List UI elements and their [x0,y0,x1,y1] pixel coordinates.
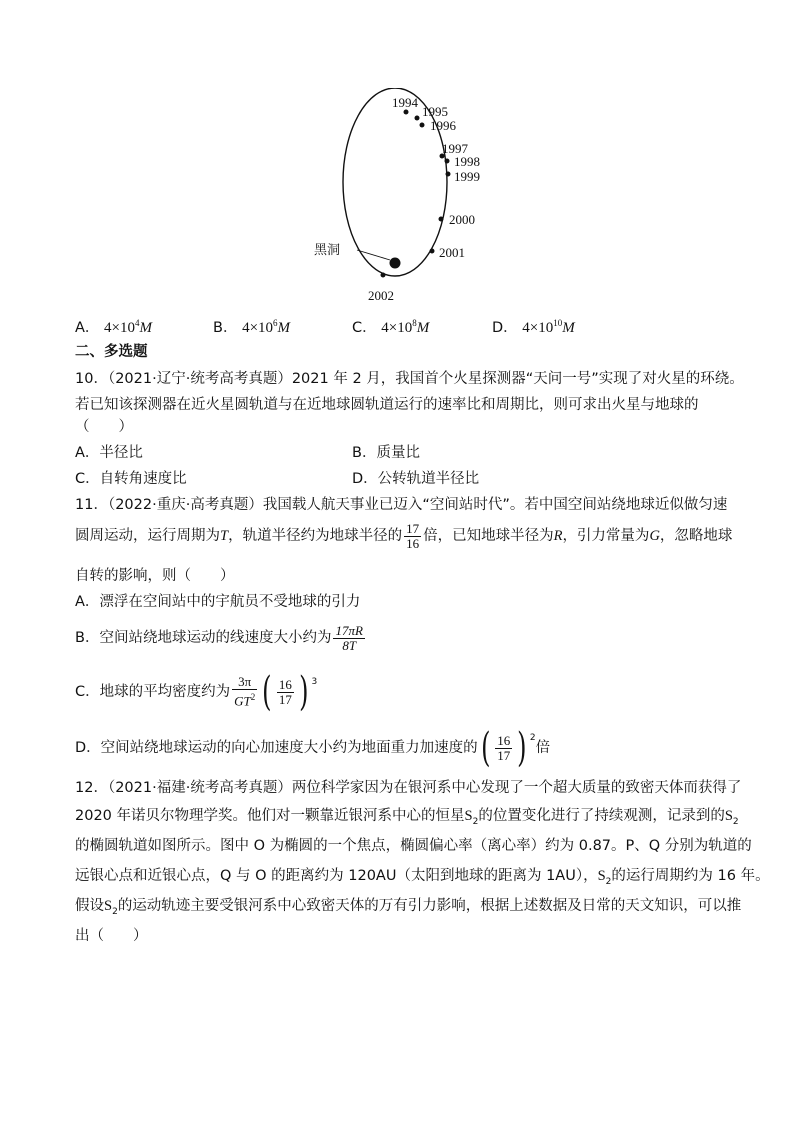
q9-option-b: B． $4\times 10^6M$ [213,318,291,336]
star-dot-1999 [446,172,451,177]
q11-line-2: 圆周运动，运行周期为 T ，轨道半径约为地球半径的 $\frac{17}{16}$ 倍，已知地球半径为 R ，引力常量为 G ，忽略地球 [75,520,733,551]
year-label-2001: 2001 [439,245,465,260]
q10-option-c: C．自转角速度比 [75,471,187,487]
star-dot-1996 [420,123,425,128]
q12-line-6: 出（ ） [75,928,148,944]
q10-line-2: 若已知该探测器在近火星圆轨道与在近地球圆轨道运行的速率比和周期比，则可求出火星与地球的 [75,397,699,413]
q11-optb-fraction: $\frac{17\pi R}{8T}$ [335,622,363,653]
black-hole-label: 黑洞 [314,243,341,258]
q10-option-d: D．公转轨道半径比 [352,471,480,487]
q11-line-3: 自转的影响，则（ ） [75,568,235,584]
black-hole-dot [390,258,401,269]
star-dot-1998 [445,159,450,164]
q11-optc-fraction: $\frac{3\pi}{GT^2}$ [234,674,256,709]
section-heading: 二、多选题 [75,344,148,360]
q11-option-c: C．地球的平均密度约为 $\frac{3\pi}{GT^2}$ ( $\frac{16}{17}$ ) $^3$ [75,669,318,715]
q10-option-a: A．半径比 [75,445,143,461]
q11-line-1: 11．（2022·重庆·高考真题）我国载人航天事业已迈入“空间站时代”。若中国空间站绕地球近似做匀速 [75,497,728,513]
star-dot-1994 [404,110,409,115]
q9-option-d: D． $4\times 10^{10}M$ [492,318,575,336]
q10-line-3: （ ） [75,419,133,435]
year-label-1999: 1999 [454,169,480,184]
star-dot-2000 [439,217,444,222]
q9-option-c: C． $4\times 10^8M$ [352,318,430,336]
q12-line-1: 12．（2021·福建·统考高考真题）两位科学家因为在银河系中心发现了一个超大质量的致密天体而获得了 [75,780,742,796]
year-label-1996: 1996 [430,118,456,133]
year-label-1998: 1998 [454,154,480,169]
q11-fraction: $\frac{17}{16}$ [406,520,420,551]
q11-option-a: A．漂浮在空间站中的宇航员不受地球的引力 [75,594,361,610]
star-dot-1995 [415,116,420,121]
star-dot-2002 [381,273,386,278]
q10-option-b: B．质量比 [352,445,420,461]
year-label-1994: 1994 [392,95,418,110]
q12-line-3: 的椭圆轨道如图所示。图中 O 为椭圆的一个焦点，椭圆偏心率（离心率）约为 0.87。P、Q 分别为轨道的 [75,838,752,854]
q11-option-d: D．空间站绕地球运动的向心加速度大小约为地面重力加速度的 ( $\frac{16}{17}$ ) $^2$ 倍 [75,725,551,771]
year-label-2002: 2002 [368,288,394,303]
year-label-2000: 2000 [449,212,475,227]
year-label-1995: 1995 [422,104,448,119]
q12-line-4: 远银心点和近银心点，Q 与 O 的距离约为 120AU（太阳到地球的距离为 1AU），$S_2$的运行周期约为 16 年。 [75,868,770,887]
q12-line-5: 假设$S_2$的运动轨迹主要受银河系中心致密天体的万有引力影响，根据上述数据及日常的天文知识，可以推 [75,898,742,917]
q11-option-b: B．空间站绕地球运动的线速度大小约为 $\frac{17\pi R}{8T}$ [75,622,363,653]
orbit-diagram [300,88,500,310]
year-label-1997: 1997 [442,141,468,156]
star-dot-2001 [430,249,435,254]
q10-line-1: 10．（2021·辽宁·统考高考真题）2021 年 2 月，我国首个火星探测器“天问一号”实现了对火星的环绕。 [75,371,744,387]
q9-option-a: A． $4\times 10^4M$ [75,318,152,336]
q12-line-2: 2020 年诺贝尔物理学奖。他们对一颗靠近银河系中心的恒星$S_2$的位置变化进行了持续观测，记录到的$S_2$ [75,808,739,827]
